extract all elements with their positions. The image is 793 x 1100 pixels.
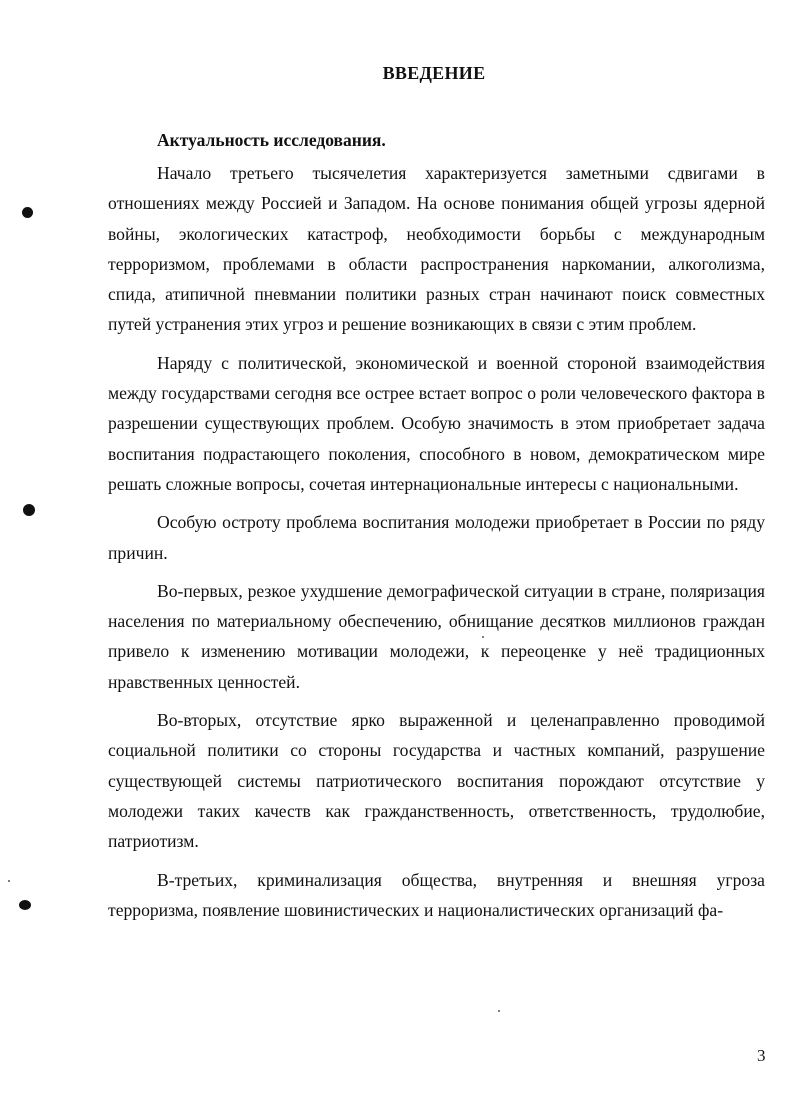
scan-speck [482,636,484,638]
paragraph-1: Начало третьего тысячелетия характеризуется заметными сдвигами в отношениях между Россией и Западом. На основе понимания общей угрозы ядерной войны, экологических катастроф, необходимости борьбы с международным терроризмом, проблемами в области распространения наркомании, алкоголизма, спида, атипичной пневмании политики разных стран начинают поиск совместных путей устранения этих угроз и решение возникающих в связи с этим проблем. [108,163,765,335]
section-heading: Актуальность исследования. [157,130,386,150]
page-title: ВВЕДЕНИЕ [382,63,486,83]
paragraph-4: Во-первых, резкое ухудшение демографической ситуации в стране, поляризация населения по материальному обеспечению, обнищание десятков миллионов граждан привело к изменению мотивации молодежи, к переоценке у неё традиционных нравственных ценностей. [108,580,765,692]
punch-hole-mark [23,504,35,516]
paragraph-3: Особую остроту проблема воспитания молодежи приобретает в России по ряду причин. [108,512,765,563]
punch-hole-mark [22,207,33,218]
body-text [108,158,765,933]
scan-speck [498,1010,500,1012]
scan-speck [8,880,10,882]
punch-hole-mark [19,900,31,910]
paragraph-5: Во-вторых, отсутствие ярко выраженной и целенаправленно проводимой социальной политики со стороны государства и частных компаний, разрушение существующей системы патриотического воспитания порождают отсутствие у молодежи таких качеств как гражданственность, ответственность, трудолюбие, патриотизм. [108,710,765,852]
paragraph-2: Наряду с политической, экономической и военной стороной взаимодействия между государствами сегодня все острее встает вопрос о роли человеческого фактора в разрешении существующих проблем. Особую значимость в этом приобретает задача воспитания подрастающего поколения, способного в новом, демократическом мире решать сложные вопросы, сочетая интернациональные интересы с национальными. [108,352,765,494]
paragraph-6: В-третьих, криминализация общества, внутренняя и внешняя угроза терроризма, появление шовинистических и националистических организаций фа- [108,869,765,920]
page-number: 3 [757,1046,766,1065]
